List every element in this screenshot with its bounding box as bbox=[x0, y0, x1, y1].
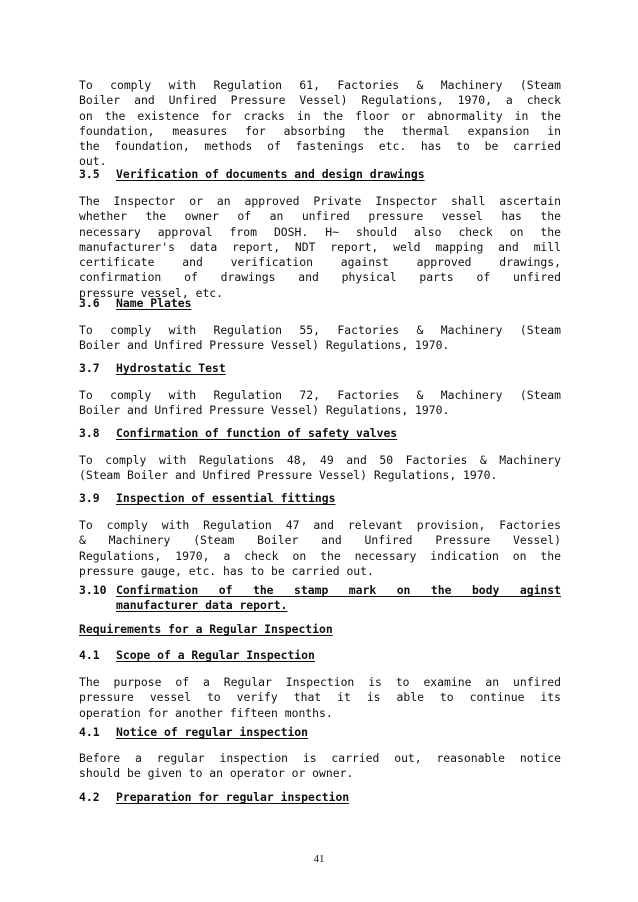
section-number: 3.10 bbox=[79, 583, 107, 597]
intro-paragraph bbox=[79, 78, 561, 170]
section-heading-3-8 bbox=[79, 426, 561, 441]
section-title: Preparation for regular inspection bbox=[116, 790, 350, 804]
section-title: Confirmation of function of safety valves bbox=[116, 426, 398, 440]
text-line: certificate and verification against approved drawings, bbox=[79, 255, 561, 270]
section-number: 4.1 bbox=[79, 725, 100, 739]
text-line: pressure vessel to verify that it is able to continue its bbox=[79, 690, 561, 705]
section-heading-3-9 bbox=[79, 491, 561, 506]
text-line: Boiler and Unfired Pressure Vessel) Regulations, 1970. bbox=[79, 403, 450, 418]
section-title: Inspection of essential fittings bbox=[116, 491, 336, 505]
text-line: on the existence for cracks in the floor or abnormality in the bbox=[79, 108, 561, 123]
text-line: (Steam Boiler and Unfired Pressure Vessel) Regulations, 1970. bbox=[79, 468, 498, 483]
text-line: operation for another fifteen months. bbox=[79, 705, 333, 720]
section-4-1-notice-paragraph bbox=[79, 751, 561, 782]
text-line: The purpose of a Regular Inspection is to examine an unfired bbox=[79, 675, 561, 689]
text-line: pressure gauge, etc. has to be carried out. bbox=[79, 563, 374, 578]
section-heading-3-6 bbox=[79, 296, 561, 311]
section-3-9-paragraph bbox=[79, 518, 561, 579]
text-line: should be given to an operator or owner. bbox=[79, 766, 354, 781]
section-4-1-scope-paragraph bbox=[79, 675, 561, 721]
text-line: out. bbox=[79, 154, 107, 169]
section-title bbox=[116, 583, 561, 614]
section-title-line: Confirmation of the stamp mark on the body aginst bbox=[116, 583, 561, 597]
text-line: Boiler and Unfired Pressure Vessel) Regulations, 1970, a check bbox=[79, 93, 561, 108]
section-heading-3-10 bbox=[79, 583, 561, 614]
section-number: 3.9 bbox=[79, 491, 100, 505]
section-title: Notice of regular inspection bbox=[116, 725, 309, 739]
text-line: To comply with Regulations 48, 49 and 50 Factories & Machinery bbox=[79, 453, 561, 467]
section-heading-4-1-scope bbox=[79, 648, 561, 663]
section-title: Verification of documents and design drawings bbox=[116, 167, 425, 181]
text-line: To comply with Regulation 61, Factories & Machinery (Steam bbox=[79, 78, 561, 92]
text-line: Regulations, 1970, a check on the necessary indication on the bbox=[79, 548, 561, 563]
section-number: 4.1 bbox=[79, 648, 100, 662]
text-line: pressure vessel, etc. bbox=[79, 285, 224, 300]
section-title: Name Plates bbox=[116, 296, 192, 310]
text-line: confirmation of drawings and physical parts of unfired bbox=[79, 270, 561, 285]
section-heading-3-5 bbox=[79, 167, 561, 182]
text-line: whether the owner of an unfired pressure vessel has the bbox=[79, 209, 561, 224]
section-number: 3.7 bbox=[79, 361, 100, 375]
text-line: To comply with Regulation 47 and relevant provision, Factories bbox=[79, 518, 561, 532]
chapter-heading-regular-inspection bbox=[79, 622, 561, 637]
text-line: Before a regular inspection is carried out, reasonable notice bbox=[79, 751, 561, 765]
text-line: foundation, measures for absorbing the thermal expansion in bbox=[79, 123, 561, 138]
section-number: 4.2 bbox=[79, 790, 100, 804]
section-title: Scope of a Regular Inspection bbox=[116, 648, 315, 662]
text-line: & Machinery (Steam Boiler and Unfired Pressure Vessel) bbox=[79, 533, 561, 548]
section-3-5-paragraph bbox=[79, 194, 561, 301]
text-line: manufacturer's data report, NDT report, weld mapping and mill bbox=[79, 239, 561, 254]
section-number: 3.8 bbox=[79, 426, 100, 440]
section-number: 3.5 bbox=[79, 167, 100, 181]
section-heading-4-2 bbox=[79, 790, 561, 805]
text-line: Boiler and Unfired Pressure Vessel) Regulations, 1970. bbox=[79, 338, 450, 353]
section-title-line: manufacturer data report. bbox=[116, 598, 288, 613]
chapter-title: Requirements for a Regular Inspection bbox=[79, 622, 333, 636]
text-line: The Inspector or an approved Private Inspector shall ascertain bbox=[79, 194, 561, 208]
section-number: 3.6 bbox=[79, 296, 100, 310]
section-3-8-paragraph bbox=[79, 453, 561, 484]
text-line: To comply with Regulation 55, Factories & Machinery (Steam bbox=[79, 323, 561, 337]
section-3-7-paragraph bbox=[79, 388, 561, 419]
section-heading-3-7 bbox=[79, 361, 561, 376]
section-heading-4-1-notice bbox=[79, 725, 561, 740]
text-line: To comply with Regulation 72, Factories & Machinery (Steam bbox=[79, 388, 561, 402]
text-line: necessary approval from DOSH. H~ should also check on the bbox=[79, 224, 561, 239]
section-3-6-paragraph bbox=[79, 323, 561, 354]
text-line: the foundation, methods of fastenings etc. has to be carried bbox=[79, 139, 561, 154]
section-title: Hydrostatic Test bbox=[116, 361, 226, 375]
page-number: 41 bbox=[313, 853, 325, 865]
